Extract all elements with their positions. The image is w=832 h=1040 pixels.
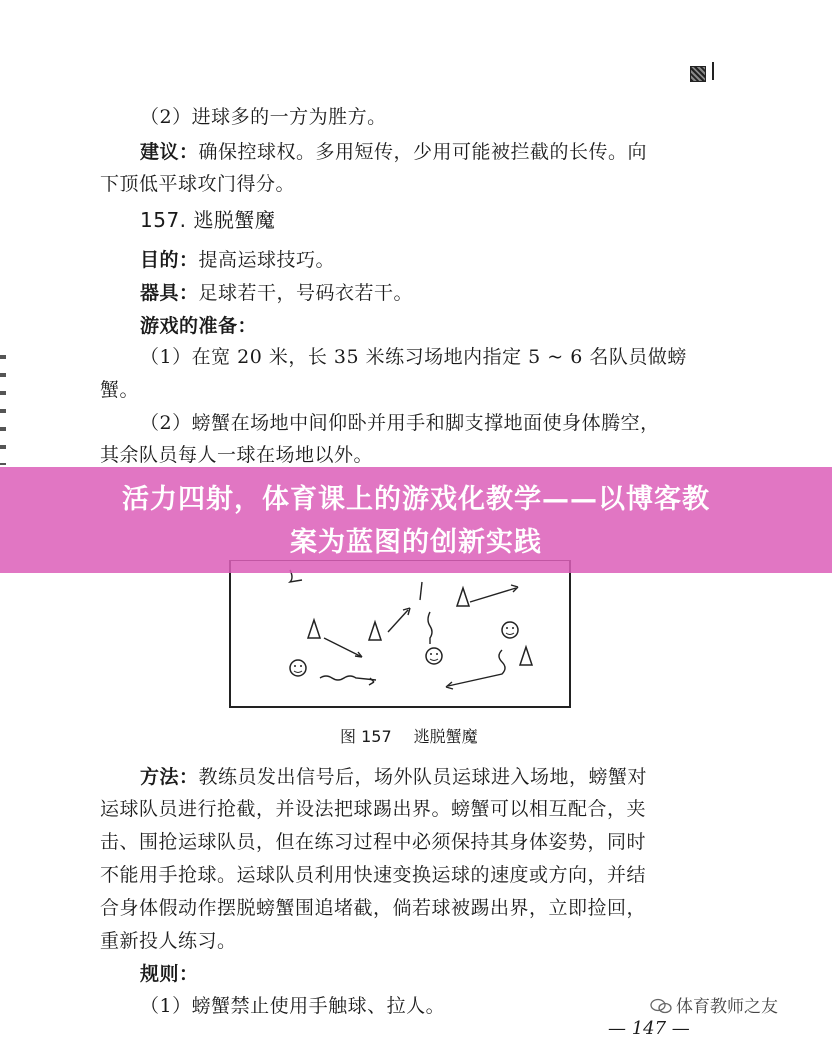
page-number: — 147 —	[608, 1018, 690, 1039]
banner-title-line2: 案为蓝图的创新实践	[290, 527, 542, 558]
equipment-text: 足球若干，号码衣若干。	[198, 282, 414, 304]
scan-corner-bar	[712, 62, 714, 80]
text-line	[140, 765, 647, 789]
player-face	[502, 622, 518, 638]
wechat-icon	[650, 998, 672, 1014]
watermark-text: 体育教师之友	[676, 997, 778, 1017]
figure-title: 逃脱蟹魔	[413, 727, 478, 746]
text-line: 其余队员每人一球在场地以外。	[100, 444, 374, 466]
crab-marker	[369, 622, 381, 640]
text-line: （1）螃蟹禁止使用手触球、拉人。	[140, 995, 446, 1017]
method-text: 教练员发出信号后，场外队员运球进入场地，螃蟹对	[198, 766, 648, 788]
movement-arrows	[290, 570, 518, 689]
label-purpose: 目的：	[140, 249, 199, 271]
text-line	[140, 281, 413, 305]
section-heading: 157. 逃脱蟹魔	[140, 208, 276, 232]
figure-caption	[340, 724, 478, 747]
crab-marker	[308, 620, 320, 638]
watermark	[650, 992, 778, 1017]
label-equipment: 器具：	[140, 282, 199, 304]
text-line: 重新投人练习。	[100, 930, 237, 952]
player-face	[426, 648, 442, 664]
text-line: （2）螃蟹在场地中间仰卧并用手和脚支撑地面使身体腾空，	[140, 412, 660, 434]
crab-marker	[520, 647, 532, 665]
figure-number: 图 157	[340, 727, 392, 746]
text-line	[140, 248, 335, 272]
banner-title-line1: 活力四射，体育课上的游戏化教学——以博客教	[122, 484, 710, 515]
label-suggestion: 建议：	[140, 141, 199, 163]
text-line: 不能用手抢球。运球队员利用快速变换运球的速度或方向，并结	[100, 864, 647, 886]
player-face	[290, 660, 306, 676]
scan-corner-mark	[690, 66, 706, 82]
scan-edge-marks	[0, 355, 6, 465]
text-line: 运球队员进行抢截，并设法把球踢出界。螃蟹可以相互配合，夹	[100, 798, 647, 820]
text-line: 击、围抢运球队员，但在练习过程中必须保持其身体姿势，同时	[100, 831, 647, 853]
text-line: 下顶低平球攻门得分。	[100, 173, 296, 195]
text-line	[140, 140, 647, 164]
text-line: 蟹。	[100, 379, 140, 401]
text-line: （2）进球多的一方为胜方。	[140, 106, 387, 128]
subheading-rules: 规则：	[140, 963, 199, 985]
text-line: 合身体假动作摆脱螃蟹围追堵截，倘若球被踢出界，立即捡回，	[100, 897, 647, 919]
subheading-preparation: 游戏的准备：	[140, 315, 258, 337]
text-line: （1）在宽 20 米，长 35 米练习场地内指定 5 ~ 6 名队员做螃	[140, 346, 687, 368]
label-method: 方法：	[140, 766, 199, 788]
purpose-text: 提高运球技巧。	[198, 249, 336, 271]
crab-marker	[457, 588, 469, 606]
figure-diagram	[220, 560, 580, 720]
field-boundary	[230, 560, 570, 707]
banner-title	[30, 478, 802, 564]
suggestion-text: 确保控球权。多用短传，少用可能被拦截的长传。向	[198, 141, 648, 163]
